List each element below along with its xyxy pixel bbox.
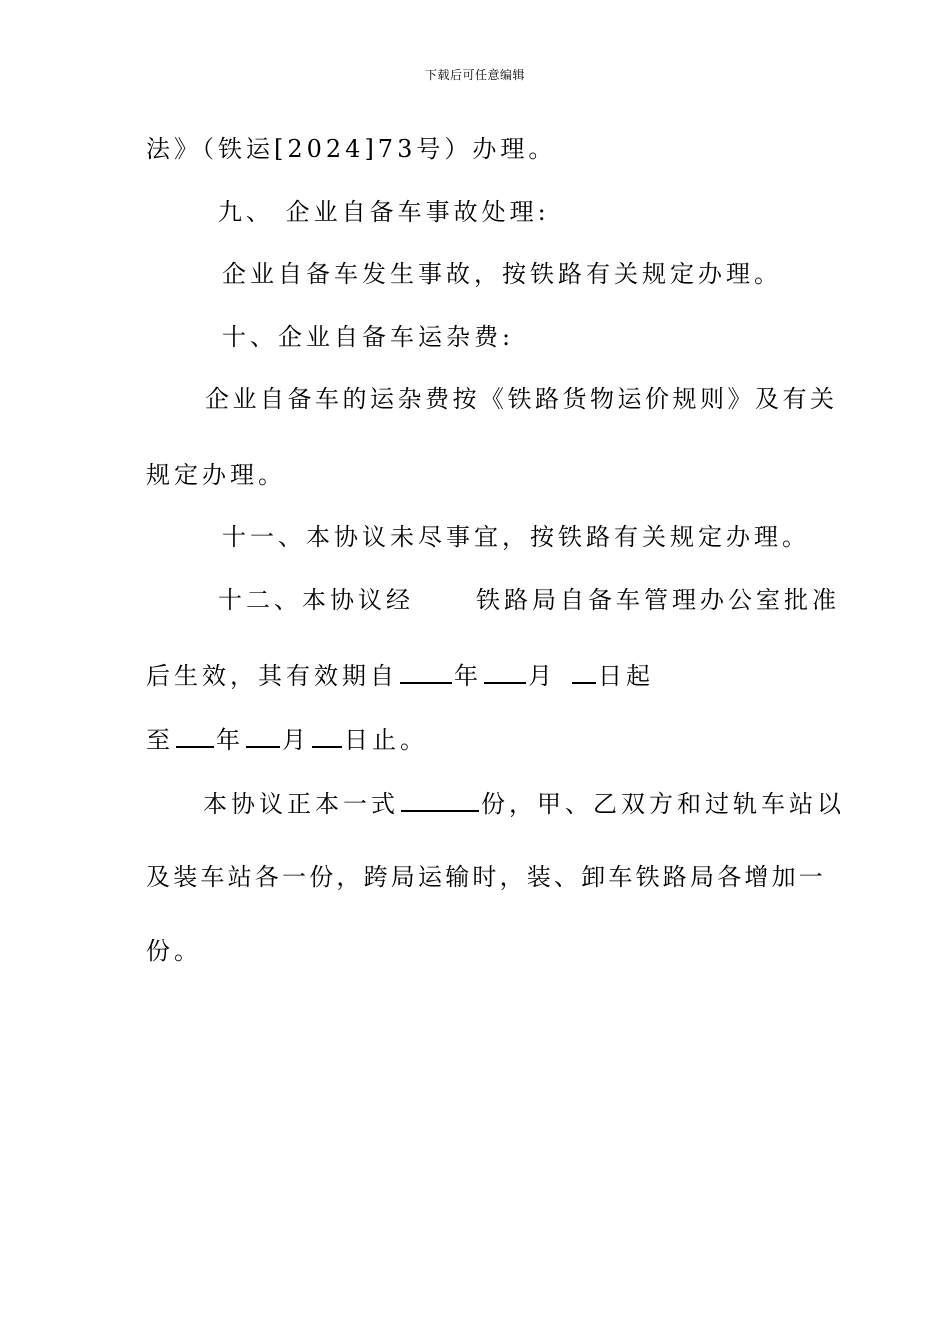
section-heading-10: 十、企业自备车运杂费: — [222, 323, 515, 351]
fill-blank — [176, 724, 214, 748]
text-segment: 月 — [282, 726, 310, 754]
fill-blank — [312, 724, 342, 748]
fill-blank — [401, 788, 479, 812]
section-heading-9: 九、 企业自备车事故处理: — [218, 198, 550, 226]
text-segment: 日止。 — [344, 726, 428, 754]
text-line: 企业自备车的运杂费按《铁路货物运价规则》及有关 — [205, 385, 838, 413]
text-segment: 至 — [146, 726, 174, 754]
text-segment: 十二、本协议经 — [218, 586, 414, 614]
text-segment: 本协议正本一式 — [203, 790, 399, 818]
text-line: 份。 — [146, 937, 202, 965]
text-segment: 年 — [454, 662, 482, 690]
fill-blank — [484, 660, 526, 684]
page-header: 下载后可任意编辑 — [424, 68, 525, 82]
text-segment: 月 — [528, 662, 556, 690]
text-line: 规定办理。 — [146, 461, 286, 489]
text-segment: 份，甲、乙双方和过轨车站以 — [481, 790, 845, 818]
text-line — [218, 585, 840, 615]
fill-blank — [572, 660, 596, 684]
fill-blank — [246, 724, 280, 748]
text-line — [203, 788, 845, 819]
text-segment: 年 — [216, 726, 244, 754]
text-line: 法》（铁运[2024]73号）办理。 — [146, 135, 557, 163]
text-segment: 后生效，其有效期自 — [146, 662, 398, 690]
text-line — [146, 660, 654, 691]
text-line: 及装车站各一份，跨局运输时，装、卸车铁路局各增加一 — [146, 863, 826, 891]
fill-blank — [400, 660, 452, 684]
section-heading-11: 十一、本协议未尽事宜，按铁路有关规定办理。 — [222, 523, 810, 551]
text-segment: 日起 — [598, 662, 654, 690]
text-line — [146, 724, 428, 755]
text-line: 企业自备车发生事故，按铁路有关规定办理。 — [222, 260, 782, 288]
text-segment: 铁路局自备车管理办公室批准 — [476, 586, 840, 614]
